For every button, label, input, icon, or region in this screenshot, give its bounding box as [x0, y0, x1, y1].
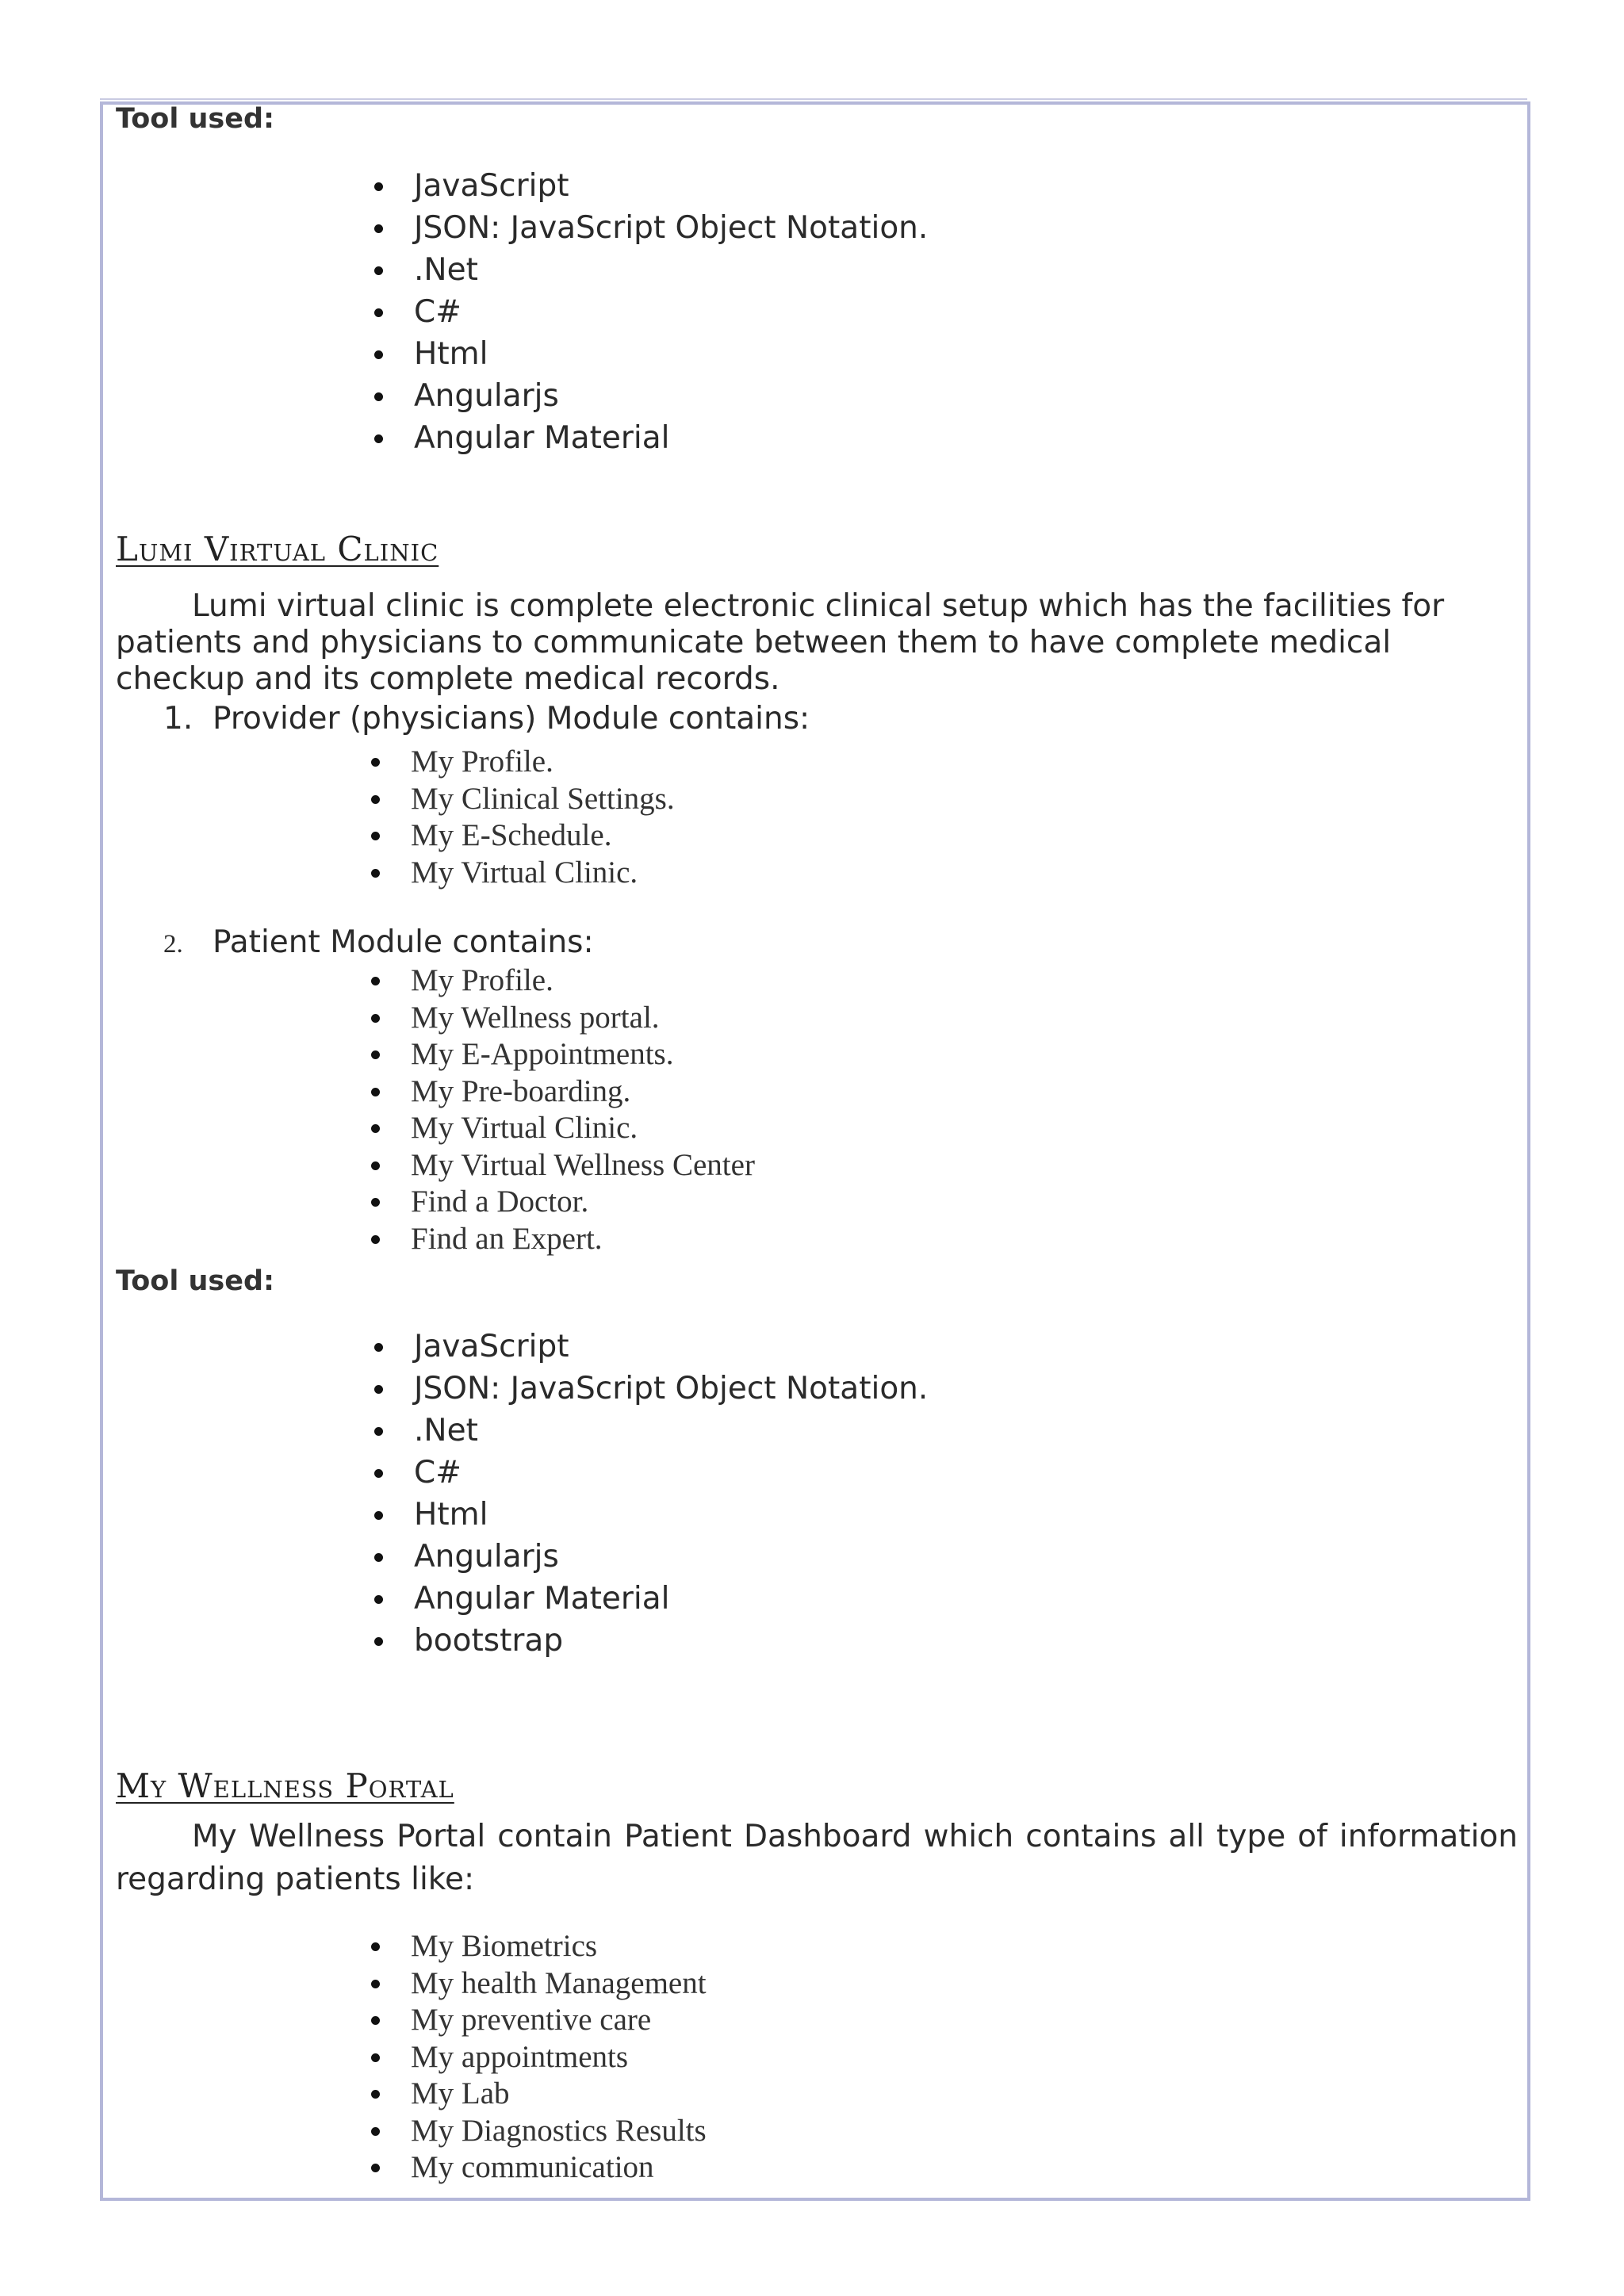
list-item: My Lab [411, 2076, 707, 2113]
list-item: My Virtual Clinic. [411, 1110, 755, 1147]
list-item: Html [414, 333, 928, 375]
patient-module-label: Patient Module contains: [213, 924, 594, 960]
list-item: My Diagnostics Results [411, 2113, 707, 2150]
list-item: My Profile. [411, 744, 675, 781]
tools-heading-1: Tool used: [116, 103, 275, 135]
provider-module-label: Provider (physicians) Module contains: [213, 701, 810, 737]
list-item: Html [414, 1494, 928, 1536]
provider-module-list [411, 744, 675, 891]
list-item: JSON: JavaScript Object Notation. [414, 1368, 928, 1410]
list-item: Angularjs [414, 1536, 928, 1578]
frame-top-rule [100, 98, 1527, 100]
patient-module-number: 2. [163, 930, 183, 959]
list-item: My E-Schedule. [411, 817, 675, 855]
wellness-description [116, 1816, 1518, 1901]
list-item: My Profile. [411, 962, 755, 1000]
list-item: Angular Material [414, 1578, 928, 1620]
list-item: Angular Material [414, 417, 928, 459]
lumi-description-text: Lumi virtual clinic is complete electronic clinical setup which has the facilities for patients and physicians to communicate between them to have complete medical checkup and its complete medical records. [116, 588, 1445, 697]
list-item: My Virtual Clinic. [411, 855, 675, 892]
patient-module-list [411, 962, 755, 1257]
list-item: .Net [414, 249, 928, 291]
list-item: JSON: JavaScript Object Notation. [414, 207, 928, 249]
tools-list-1 [414, 165, 928, 459]
tools-list-2 [414, 1326, 928, 1662]
list-item: My Wellness portal. [411, 1000, 755, 1037]
list-item: JavaScript [414, 1326, 928, 1368]
provider-module-number: 1. [163, 701, 193, 737]
list-item: JavaScript [414, 165, 928, 207]
list-item: Find an Expert. [411, 1221, 755, 1258]
list-item: My health Management [411, 1965, 707, 2003]
patient-module-heading [163, 924, 594, 960]
section-title-wellness: My Wellness Portal [116, 1766, 454, 1805]
list-item: My Virtual Wellness Center [411, 1147, 755, 1184]
lumi-description [116, 588, 1518, 698]
tools-heading-2: Tool used: [116, 1265, 275, 1297]
list-item: Find a Doctor. [411, 1184, 755, 1221]
list-item: Angularjs [414, 375, 928, 417]
list-item: My preventive care [411, 2002, 707, 2039]
list-item: C# [414, 291, 928, 333]
list-item: .Net [414, 1410, 928, 1452]
list-item: C# [414, 1452, 928, 1494]
list-item: My E-Appointments. [411, 1036, 755, 1073]
list-item: My Clinical Settings. [411, 781, 675, 818]
list-item: bootstrap [414, 1620, 928, 1662]
list-item: My communication [411, 2149, 707, 2187]
list-item: My appointments [411, 2039, 707, 2076]
wellness-list [411, 1928, 707, 2187]
section-title-lumi: Lumi Virtual Clinic [116, 530, 439, 568]
provider-module-heading [163, 701, 810, 737]
list-item: My Pre-boarding. [411, 1073, 755, 1111]
list-item: My Biometrics [411, 1928, 707, 1965]
wellness-description-text: My Wellness Portal contain Patient Dashboard which contains all type of information regarding patients like: [116, 1819, 1518, 1897]
